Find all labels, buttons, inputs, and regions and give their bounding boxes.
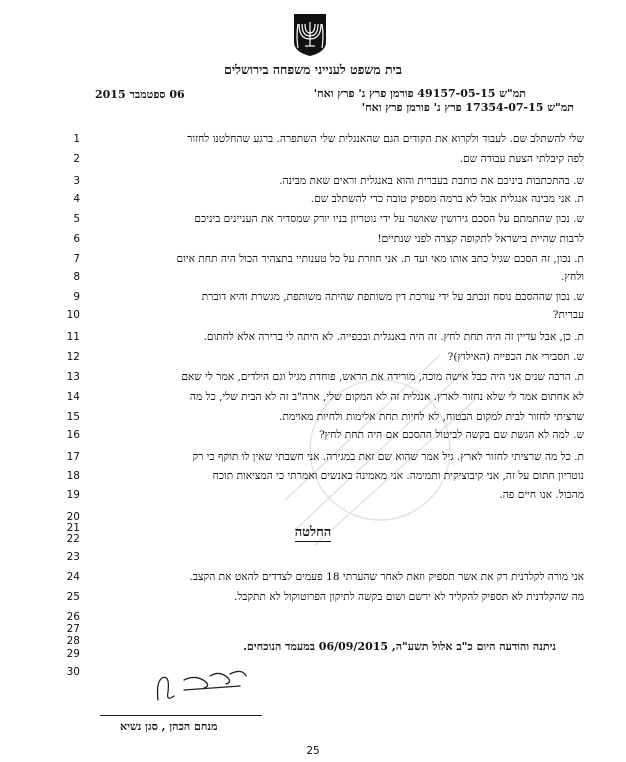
line-text: שרציתי לחזור לבית למקום הבטוח, לא לחיות תחת אלימות ולחיות מאוימת. [279, 411, 584, 423]
line-number: 7 [73, 253, 80, 265]
line-text: מה שהקלדנית לא תספיק להקליד לא ירשם ושום בקשה לתיקון הפרוטוקול לא תתקבל. [233, 591, 584, 603]
line-number: 12 [66, 351, 80, 363]
line-text: לפה קיבלתי הצעת עבודה שם. [459, 153, 584, 165]
line-text: אני מורה לקלדנית רק את אשר תספיק וזאת לאחר שהערתי 18 פעמים לצדדים להאט את הקצב. [189, 571, 584, 583]
line-number: 5 [73, 213, 80, 225]
line-number: 18 [66, 470, 80, 482]
line-text: עברית? [552, 309, 584, 321]
line-number: 1 [73, 133, 80, 145]
page-number: 25 [306, 745, 320, 757]
line-text: ת. כל מה שרציתי לחזור לארץ. גיל אמר שהוא שם זאת במגירה. אני חשבתי שאין לו תוקף כי רק [192, 451, 584, 463]
signature-line [100, 715, 262, 716]
line-number: 28 [66, 635, 80, 647]
state-emblem-icon [292, 12, 328, 58]
judge-signature [150, 660, 250, 706]
line-number: 27 [66, 623, 80, 635]
line-number: 2 [73, 153, 80, 165]
judge-name: מנחם הכהן , סגן נשיא [120, 720, 218, 733]
line-text: ש. בהתכתבות ביניכם את כותבת בעברית והוא באנגלית וראים שאת מבינה. [279, 175, 584, 187]
line-text: ת. נכון, זה הסכם שגיל כתב אותו מאי ועד ת. אני חוזרת על כל טענותיי בתצהיר הכול היה תחת איום [176, 253, 584, 265]
line-number: 14 [66, 391, 80, 403]
line-number: 15 [66, 411, 80, 423]
line-text: ולחץ. [561, 271, 584, 283]
line-number: 3 [73, 175, 80, 187]
line-number: 30 [66, 666, 80, 678]
line-number: 6 [73, 233, 80, 245]
line-number: 29 [66, 648, 80, 660]
given-statement: ניתנה והודעה היום כ"ב אלול תשע"ה, 06/09/2015 במעמד הנוכחים. [243, 640, 556, 653]
line-number: 16 [66, 429, 80, 441]
line-text: ש. נכון שהתמתם על הסכם גירושין שאושר על ידי נוטריון בניו יורק שמסדיר את העניינים ביניכם [194, 213, 584, 225]
line-number: 10 [66, 309, 80, 321]
case-number-1: תמ"ש 49157-05-15 פורמן פרץ נ' פרץ ואח' [313, 87, 526, 100]
line-number: 20 [66, 511, 80, 523]
line-text: לא אחתום אמר לי שלא נחזור לארץ. אנגלית זה לא המקום שלי, ארה"ב זה לא הבית שלי, כל מה [189, 391, 584, 403]
line-text: שלי להשתלב שם. לעבוד ולקרוא את הקודים הגם שהאנגלית שלי השתפרה. ברגע שהחלטנו לחזור [187, 133, 584, 145]
line-number: 4 [73, 193, 80, 205]
line-text: נוטריון חתום על זה, אני קיבוציקית ותמימה. אני מאמינה באנשים ואמרתי כי המציאות תוכח [212, 470, 584, 482]
line-number: 25 [66, 591, 80, 603]
line-number: 9 [73, 291, 80, 303]
line-number: 21 [66, 522, 80, 534]
line-number: 13 [66, 371, 80, 383]
case-number-2: תמ"ש 17354-07-15 פרץ נ' פורמן פרץ ואח' [361, 101, 574, 114]
line-text: ש. נכון שההסכם נוסח ונכתב על ידי עורכת דין משותפת שהיתה משותפת, מגשרת והיא דוברת [201, 291, 584, 303]
line-text: ת. הרבה שנים אני היה כבל אישה מוכה, מורידה את הראש, פוחדת מגיל וגם הילדים, אמר לי שאם [181, 371, 584, 383]
line-number: 22 [66, 533, 80, 545]
decision-title: החלטה [294, 525, 332, 540]
line-text: ש. למה לא הגשת שם בקשה לביטול ההסכם אם היה תחת לחץ? [318, 429, 584, 441]
line-text: ש. תסבירי את הכפייה (האילוץ)? [447, 351, 584, 363]
line-number: 8 [73, 271, 80, 283]
line-text: מהכול. אנו חיים פה. [499, 489, 584, 501]
line-number: 23 [66, 551, 80, 563]
line-number: 26 [66, 611, 80, 623]
line-number: 24 [66, 571, 80, 583]
line-number: 11 [66, 331, 80, 343]
hearing-date: 06 ספטמבר 2015 [95, 88, 185, 101]
court-name: בית משפט לענייני משפחה בירושלים [224, 62, 402, 77]
line-number: 19 [66, 489, 80, 501]
line-text: ת. כן, אבל עדיין זה היה תחת לחץ. זה היה באנגלית ובכפייה. לא היתה לי ברירה אלא לחתום. [203, 331, 584, 343]
line-text: ת. אני מבינה אנגלית אבל לא ברמה מספיק טובה כדי להשתלב שם. [310, 193, 584, 205]
line-number: 17 [66, 451, 80, 463]
line-text: לרבות שהיית בישראל לתקופה קצרה לפני שנתיים! [377, 233, 584, 245]
